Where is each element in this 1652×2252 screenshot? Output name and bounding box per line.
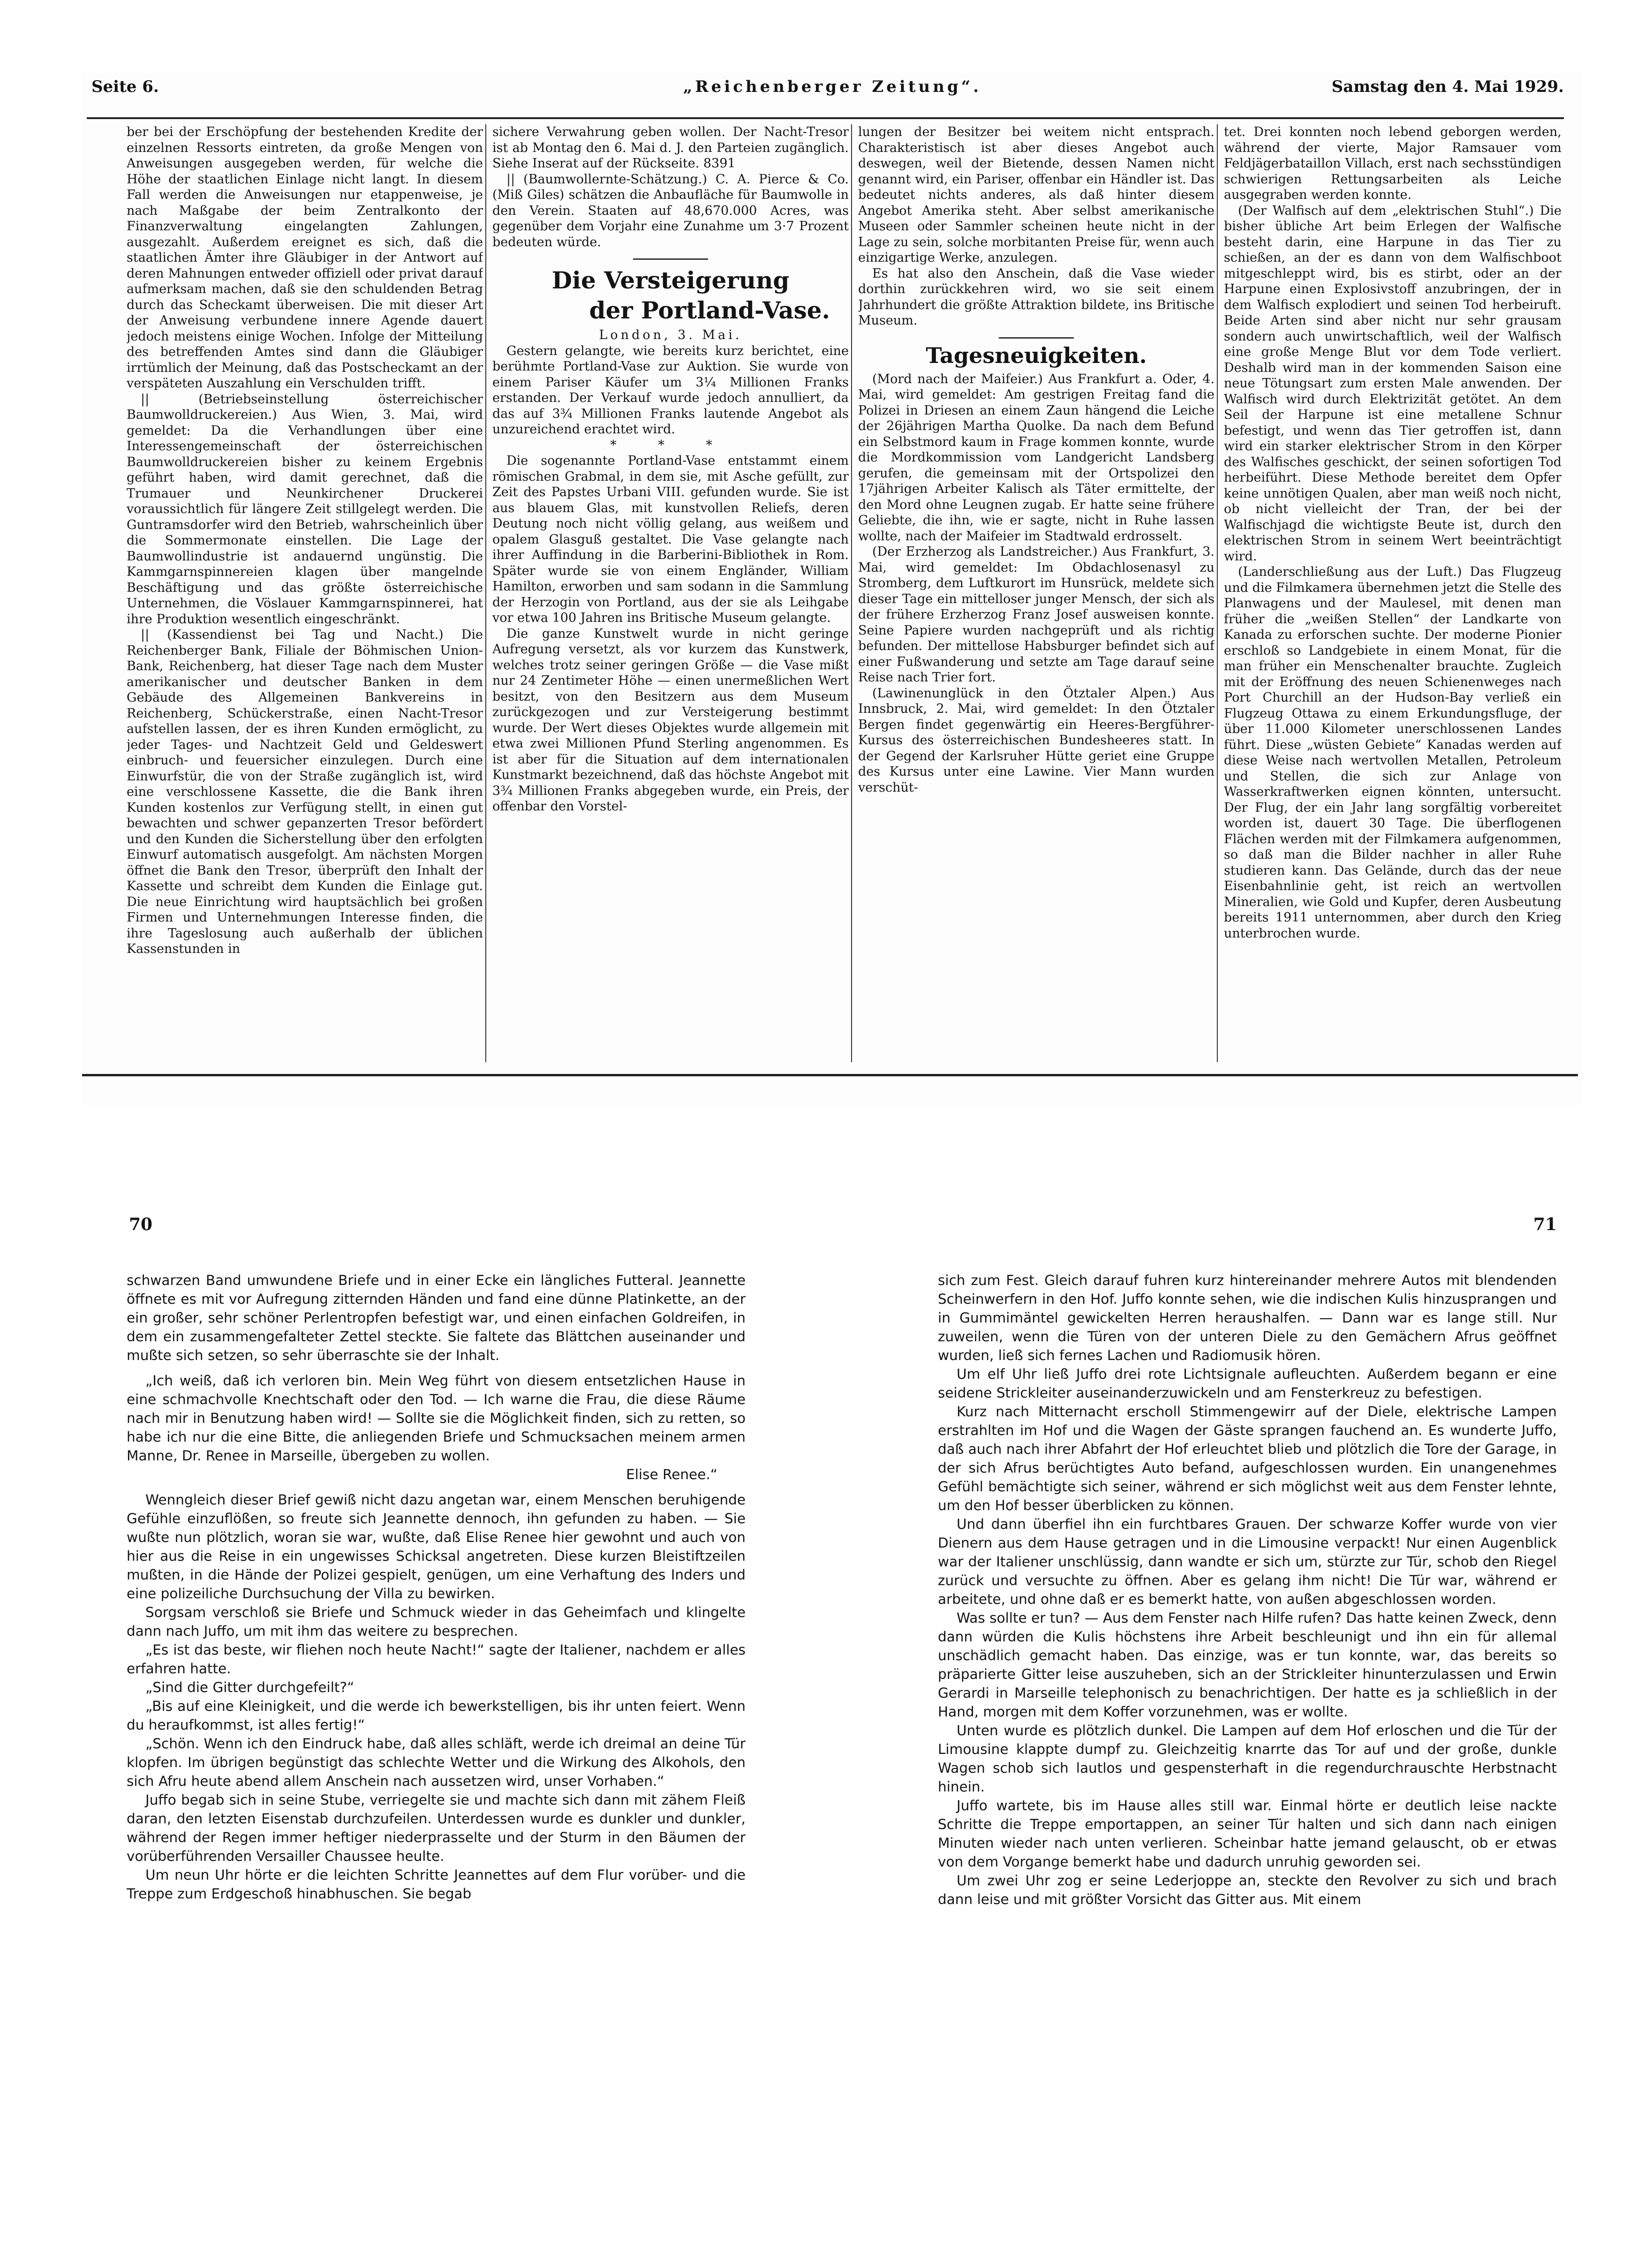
- article-paragraph: Es hat also den Anschein, daß die Vase wieder dorthin zurückkehren wird, wo sie seit einem Jahrhundert die größte Attraktion bildete, ins Britische Museum.: [858, 266, 1214, 328]
- news-item: (Der Walfisch auf dem „elektrischen Stuhl“.) Die bisher übliche Art beim Erlegen der Walfische besteht darin, eine Harpune in das Tier zu schießen, an der es dann von dem Walfischboot mitgeschleppt wird, bis es stirbt, oder an der Harpune einen Explosivstoff anzubringen, der in dem Walfisch explodiert und seinen Tod herbeiruft. Beide Arten sind aber nicht nur sehr grausam sondern auch unwirtschaftlich, weil der Walfisch eine große Menge Blut vor dem Tode verliert. Deshalb wird man in der kommenden Saison eine neue Tötungsart zum ersten Male anwenden. Der Walfisch wird durch Elektrizität getötet. An dem Seil der Harpune ist eine metallene Schnur befestigt, und wenn das Tier getroffen ist, dann wird ein starker elektrischer Strom in den Körper des Walfisches geschickt, der seinen sofortigen Tod herbeiführt. Diese Methode bereitet dem Opfer keine unnötigen Qualen, aber man weiß noch nicht, ob nicht vielleicht der Tran, der bei der Walfischjagd die wichtigste Beute ist, durch den elektrischen Strom in seinem Wert beeinträchtigt wird.: [1224, 203, 1561, 564]
- section-heading: Tagesneuigkeiten.: [926, 342, 1147, 368]
- story-paragraph: Juffo wartete, bis im Hause alles still war. Einmal hörte er deutlich leise nackte Schritte die Treppe emportappen, an seiner Tür halten und sich dann nach einigen Minuten wieder nach unten verlieren. Scheinbar hatte jemand gelauscht, ob er etwas von dem Vorgange bemerkt habe und dadurch unruhig geworden sei.: [938, 1798, 1557, 1870]
- column-divider: [485, 124, 486, 1062]
- article-title: Die Versteigerung: [551, 266, 790, 294]
- article-paragraph: ber bei der Erschöpfung der bestehenden Kredite der einzelnen Ressorts eintreten, da große Mengen von Anweisungen ausgegeben werden, für welche die Höhe der staatlichen Einlage nicht langt. In diesem Fall werden die Anweisungen nur etappenweise, je nach Maßgabe der beim Zentralkonto der Finanzverwaltung eingelangten Zahlungen, ausgezahlt. Außerdem ereignet es sich, daß die staatlichen Ämter ihre Gläubiger in der Antwort auf deren Mahnungen entweder offiziell oder privat darauf aufmerksam machen, daß sie den schuldenden Betrag durch das Scheckamt überweisen. Die mit dieser Art der Anweisung verbundene innere Agende dauert jedoch meistens einige Wochen. Infolge der Mitteilung des betreffenden Amtes sind dann die Gläubiger irrtümlich der Meinung, daß das Postscheckamt an der verspäteten Auszahlung ein Verschulden trifft.: [127, 125, 483, 391]
- story-paragraph: „Bis auf eine Kleinigkeit, und die werde ich bewerkstelligen, bis ihr unten feiert. Wenn du heraufkommst, ist alles fertig!“: [127, 1698, 746, 1733]
- page-label: Seite 6.: [91, 77, 159, 96]
- news-item: (Mord nach der Maifeier.) Aus Frankfurt a. Oder, 4. Mai, wird gemeldet: Am gestrigen Freitag fand die Polizei in Driesen an einem Zaun hängend die Leiche der 26jährigen Martha Quolke. Da nach dem Befund ein Selbstmord kaum in Frage kommen konnte, wurde die Mordkommission vom Landgericht Landsberg gerufen, die gemeinsam mit der Ortspolizei den 17jährigen Arbeiter Kalisch als Täter ermittelte, der den Mord ohne Leugnen zugab. Er hatte seine frühere Geliebte, die ihn, wie er sagte, nicht in Ruhe lassen wollte, nach der Maifeier im Stadtwald erdrosselt.: [858, 371, 1214, 544]
- article-paragraph: sichere Verwahrung geben wollen. Der Nacht-Tresor ist ab Montag den 6. Mai d. J. den Parteien zugänglich. Siehe Inserat auf der Rückseite. 8391: [492, 125, 849, 171]
- column-1: [127, 124, 483, 1128]
- story-paragraph: schwarzen Band umwundene Briefe und in einer Ecke ein längliches Futteral. Jeannette öffnete es mit vor Aufregung zitternden Händen und fand eine dünne Platinkette, an der ein großer, sehr schöner Perlentropfen befestigt war, und einen einfachen Goldreifen, in dem ein zusammengefalteter Zettel steckte. Sie faltete das Blättchen auseinander und mußte sich setzen, so sehr überraschte sie der Inhalt.: [127, 1272, 746, 1363]
- issue-date: Samstag den 4. Mai 1929.: [1331, 77, 1564, 96]
- story-paragraph: „Schön. Wenn ich den Eindruck habe, daß alles schläft, werde ich dreimal an deine Tür klopfen. Im übrigen begünstigt das schlechte Wetter und die Wirkung des Alkohols, den sich Afru heute abend allem Anschein nach aussetzen wird, unser Vorhaben.“: [127, 1736, 746, 1789]
- article-paragraph: || (Baumwollernte-Schätzung.) C. A. Pierce & Co. (Miß Giles) schätzen die Anbaufläche für Baumwolle in den Verein. Staaten auf 48,670.000 Acres, was gegenüber dem Vorjahr eine Zunahme um 3·7 Prozent bedeuten würde.: [492, 172, 849, 249]
- story-paragraph: Um elf Uhr ließ Juffo drei rote Lichtsignale aufleuchten. Außerdem begann er eine seidene Strickleiter auseinanderzuwickeln und am Fensterkreuz zu befestigen.: [938, 1366, 1557, 1401]
- story-paragraph: Um neun Uhr hörte er die leichten Schritte Jeannettes auf dem Flur vorüber- und die Treppe zum Erdgeschoß hinabhuschen. Sie begab: [127, 1867, 746, 1902]
- column-3: [858, 124, 1214, 1128]
- section-divider: [999, 337, 1074, 339]
- book-spread: [117, 1215, 1571, 2199]
- article-paragraph: lungen der Besitzer bei weitem nicht entsprach. Charakteristisch ist aber dieses Angebot auch deswegen, weil der Bietende, dessen Namen nicht genannt wird, ein Pariser, offenbar ein Händler ist. Das bedeutet nichts anderes, als daß hinter diesem Angebot Amerika steht. Aber selbst amerikanische Museen oder Sammler scheinen heute nicht in der Lage zu sein, solche morbitanten Preise für, wenn auch einzigartige Werke, anzulegen.: [858, 125, 1214, 265]
- separator-stars: * * *: [610, 438, 731, 453]
- page-number-right: 71: [1533, 1215, 1557, 1234]
- column-4: [1224, 124, 1561, 1128]
- story-paragraph: Sorgsam verschloß sie Briefe und Schmuck wieder in das Geheimfach und klingelte dann nach Juffo, um mit ihm das weitere zu besprechen.: [127, 1604, 746, 1639]
- story-paragraph: Um zwei Uhr zog er seine Lederjoppe an, steckte den Revolver zu sich und brach dann leise und mit größter Vorsicht das Gitter aus. Mit einem: [938, 1873, 1557, 1907]
- newspaper-header: [82, 77, 1583, 106]
- section-divider: [633, 258, 708, 260]
- story-paragraph: Juffo begab sich in seine Stube, verriegelte sie und machte sich dann mit zähem Fleiß daran, den letzten Eisenstab durchzufeilen. Unterdessen wurde es dunkler und dunkler, während der Regen immer heftiger niederprasselte und der Sturm in den Bäumen der vorüberführenden Versailler Chaussee heulte.: [127, 1792, 746, 1864]
- column-divider: [851, 124, 852, 1062]
- newspaper-title: „Reichenberger Zeitung“.: [683, 77, 982, 96]
- article-paragraph: || (Kassendienst bei Tag und Nacht.) Die Reichenberger Bank, Filiale der Böhmischen Union-Bank, Reichenberg, hat dieser Tage nach dem Muster amerikanischer und deutscher Banken in dem Gebäude des Allgemeinen Bankvereins in Reichenberg, Schückerstraße, einen Nacht-Tresor aufstellen lassen, der es ihren Kunden ermöglicht, zu jeder Tages- und Nachtzeit Geld und Geldeswert einbruch- und feuersicher einzulegen. Durch eine Einwurfstür, die von der Straße zugänglich ist, wird eine verschlossene Kassette, die die Bank ihren Kunden kostenlos zur Verfügung stellt, in einen gut bewachten und schwer gepanzerten Tresor befördert und den Kunden die Sicherstellung über den erfolgten Einwurf automatisch ausgefolgt. Am nächsten Morgen öffnet die Bank den Tresor, überprüft den Inhalt der Kassette und schreibt dem Kunden die Einlage gut. Die neue Einrichtung wird hauptsächlich bei großen Firmen und Unternehmungen Interesse finden, die ihre Tageslosung auch außerhalb der üblichen Kassenstunden in: [127, 627, 483, 956]
- story-paragraph: sich zum Fest. Gleich darauf fuhren kurz hintereinander mehrere Autos mit blendenden Scheinwerfern in den Hof. Juffo konnte sehen, wie die indischen Kulis hinzusprangen und in Gummimäntel gewickelten Herren heraushalfen. — Dann war es lange still. Nur zuweilen, wenn die Türen von der unteren Diele zu den Gemächern Afrus geöffnet wurden, ließ sich fernes Lachen und Radiomusik hören.: [938, 1272, 1557, 1363]
- article-paragraph: Die sogenannte Portland-Vase entstammt einem römischen Grabmal, in dem sie, mit Asche gefüllt, zur Zeit des Papstes Urbani VIII. gefunden wurde. Sie ist aus blauem Glas, mit kunstvollen Reliefs, deren Deutung noch nicht völlig gelang, aus weißem und opalem Glasguß gestaltet. Die Vase gelangte nach ihrer Auffindung in die Barberini-Bibliothek in Rom. Später wurde sie von einem Engländer, William Hamilton, erworben und sam sodann in die Sammlung der Herzogin von Portland, aus der sie als Leihgabe vor etwa 100 Jahren ins Britische Museum gelangte.: [492, 453, 849, 625]
- news-item: (Landerschließung aus der Luft.) Das Flugzeug und die Filmkamera übernehmen jetzt die Stelle des Planwagens und der Maulesel, mit denen man früher die „weißen Stellen“ der Landkarte von Kanada zu erforschen suchte. Der moderne Pionier erschloß so Landgebiete in einem Monat, für die man früher ein Menschenalter brauchte. Zugleich mit der Eröffnung des neuen Schienenweges nach Port Churchill an der Hudson-Bay verließ ein Flugzeug Ottawa zu einem Erkundungsfluge, der über 11.000 Kilometer unerschlossenen Landes führt. Diese „wüsten Gebiete“ Kanadas werden auf diese Weise nach wertvollen Metallen, Petroleum und Stellen, die sich zur Anlage von Wasserkraftwerken eignen könnten, untersucht. Der Flug, der ein Jahr lang sorgfältig vorbereitet worden ist, dauert 30 Tage. Die überflogenen Flächen werden mit der Filmkamera aufgenommen, so daß man die Bilder nachher in aller Ruhe studieren kann. Das Gelände, durch das der neue Eisenbahnlinie geht, ist reich an wertvollen Mineralien, wie Gold und Kupfer, deren Ausbeutung bereits 1911 unternommen, aber durch den Krieg unterbrochen wurde.: [1224, 565, 1561, 941]
- news-item: tet. Drei konnten noch lebend geborgen werden, während der vierte, Major Ramsauer vom Feldjägerbataillon Villach, erst nach sechsstündigen schwierigen Rettungsarbeiten als Leiche ausgegraben werden konnte.: [1224, 125, 1561, 202]
- page-number-left: 70: [129, 1215, 153, 1234]
- story-paragraph: Unten wurde es plötzlich dunkel. Die Lampen auf dem Hof erloschen und die Tür der Limousine klappte dumpf zu. Gleichzeitig knarrte das Tor auf und der große, dunkle Wagen schob sich lautlos und gespensterhaft in die regendurchrauschte Herbstnacht hinein.: [938, 1723, 1557, 1795]
- story-paragraph: Kurz nach Mitternacht erscholl Stimmengewirr auf der Diele, elektrische Lampen erstrahlten im Hof und die Wagen der Gäste sprangen fauchend an. Es wunderte Juffo, daß auch nach ihrer Abfahrt der Hof erleuchtet blieb und plötzlich die Tore der Garage, in der sich Afrus berüchtigtes Auto befand, aufgeschlossen wurden. Ein unangenehmes Gefühl bemächtigte sich seiner, während er sich möglichst weit aus dem Fenster lehnte, um den Hof besser überblicken zu können.: [938, 1404, 1557, 1513]
- column-2: [492, 124, 849, 1128]
- dateline: London, 3. Mai.: [599, 328, 742, 342]
- news-item: (Lawinenunglück in den Ötztaler Alpen.) Aus Innsbruck, 2. Mai, wird gemeldet: In den Ötztaler Bergen findet gegenwärtig ein Heeres-Bergführer-Kursus des österreichischen Bundesheeres statt. In der Gegend der Karlsruher Hütte geriet eine Gruppe des Kursus unter eine Lawine. Vier Mann wurden verschüt-: [858, 686, 1214, 795]
- letter-paragraph: „Ich weiß, daß ich verloren bin. Mein Weg führt von diesem entsetzlichen Hause in eine schmachvolle Knechtschaft oder den Tod. — Ich warne die Frau, die diese Räume nach mir in Benutzung haben wird! — Sollte sie die Möglichkeit finden, sich zu retten, so habe ich nur die eine Bitte, die anliegenden Briefe und Schmucksachen meinem armen Manne, Dr. Renee in Marseille, übergeben zu wollen.: [127, 1373, 746, 1464]
- story-paragraph: Was sollte er tun? — Aus dem Fenster nach Hilfe rufen? Das hatte keinen Zweck, denn dann würden die Kulis höchstens ihre Arbeit beschleunigt und ihn ein für allemal unschädlich gemacht haben. Das einzige, was er tun konnte, war, das bereits so präparierte Gitter leise auszuheben, sich an der Strickleiter hinunterzulassen und Erwin Gerardi in Marseille telephonisch zu benachrichtigen. Der hatte es ja schließlich in der Hand, morgen mit dem Koffer vorzunehmen, was er wollte.: [938, 1610, 1557, 1720]
- article-paragraph: || (Betriebseinstellung österreichischer Baumwolldruckereien.) Aus Wien, 3. Mai, wird gemeldet: Da die Verhandlungen über eine Interessengemeinschaft der österreichischen Baumwolldruckereien bisher zu keinem Ergebnis geführt haben, wird damit gerechnet, daß die Trumauer und Neunkirchener Druckerei voraussichtlich für längere Zeit stillgelegt werden. Die Guntramsdorfer wird den Betrieb, wahrscheinlich über die Sommermonate einstellen. Die Lage der Baumwollindustrie ist andauernd ungünstig. Die Kammgarnspinnereien klagen über mangelnde Beschäftigung und das größte österreichische Unternehmen, die Vöslauer Kammgarnspinnerei, hat ihre Produktion wesentlich eingeschränkt.: [127, 392, 483, 627]
- column-divider: [1217, 124, 1218, 1062]
- news-item: (Der Erzherzog als Landstreicher.) Aus Frankfurt, 3. Mai, wird gemeldet: Im Obdachlosenasyl zu Stromberg, dem Luftkurort im Hunsrück, meldete sich dieser Tage ein mittelloser junger Mensch, der sich als der frühere Erzherzog Franz Josef ausweisen konnte. Seine Papiere wurden nachgeprüft und als richtig befunden. Der mittellose Habsburger befindet sich auf einer Fußwanderung und setzte am Tage darauf seine Reise nach Trier fort.: [858, 544, 1214, 685]
- book-page-left: [127, 1271, 746, 2181]
- story-paragraph: „Es ist das beste, wir fliehen noch heute Nacht!“ sagte der Italiener, nachdem er alles erfahren hatte.: [127, 1642, 746, 1677]
- story-paragraph: Wenngleich dieser Brief gewiß nicht dazu angetan war, einem Menschen beruhigende Gefühle einzuflößen, so freute sich Jeannette dennoch, ihn gefunden zu haben. — Sie wußte nun plötzlich, woran sie war, wußte, daß Elise Renee hier gewohnt und auch von hier aus die Reise in ein ungewisses Schicksal angetreten. Diese kurzen Bleistiftzeilen mußten, in die Hände der Polizei gespielt, genügen, um eine Verhaftung des Inders und eine polizeiliche Durchsuchung der Villa zu bewirken.: [127, 1492, 746, 1602]
- story-paragraph: Und dann überfiel ihn ein furchtbares Grauen. Der schwarze Koffer wurde von vier Dienern aus dem Hause getragen und in die Limousine verpackt! Nur einen Augenblick war der Italiener unschlüssig, dann wandte er sich um, stürzte zur Tür, schob den Riegel zurück und versuchte zu öffnen. Aber es gelang ihm nicht! Die Tür war, während er arbeitete, und ohne daß er es bemerkt hatte, von außen abgeschlossen worden.: [938, 1516, 1557, 1607]
- story-paragraph: „Sind die Gitter durchgefeilt?“: [145, 1679, 355, 1695]
- header-divider: [87, 117, 1564, 119]
- article-title-line2: der Portland-Vase.: [589, 296, 830, 324]
- book-page-right: [938, 1271, 1557, 2181]
- article-paragraph: Gestern gelangte, wie bereits kurz berichtet, eine berühmte Portland-Vase zur Auktion. Sie wurde von einem Pariser Käufer um 3¼ Millionen Franks erstanden. Der Verkauf wurde jedoch annulliert, da das auf 3¾ Millionen Franks lautende Angebot als unzureichend erachtet wird.: [492, 343, 849, 437]
- page-bottom-rule: [82, 1074, 1578, 1076]
- letter-signature: Elise Renee.“: [626, 1466, 717, 1482]
- article-paragraph: Die ganze Kunstwelt wurde in nicht geringe Aufregung versetzt, als vor kurzem das Kunstwerk, welches trotz seiner geringen Größe — die Vase mißt nur 24 Zentimeter Höhe — einen unermeßlichen Wert besitzt, von den Besitzern aus dem Museum zurückgezogen und zur Versteigerung bestimmt wurde. Der Wert dieses Objektes wurde allgemein mit etwa zwei Millionen Pfund Sterling angenommen. Es ist aber für die Situation auf dem internationalen Kunstmarkt bezeichnend, daß das höchste Angebot mit 3¾ Millionen Franks abgegeben wurde, ein Preis, der offenbar den Vorstel-: [492, 626, 849, 814]
- newspaper-page: [82, 73, 1583, 1107]
